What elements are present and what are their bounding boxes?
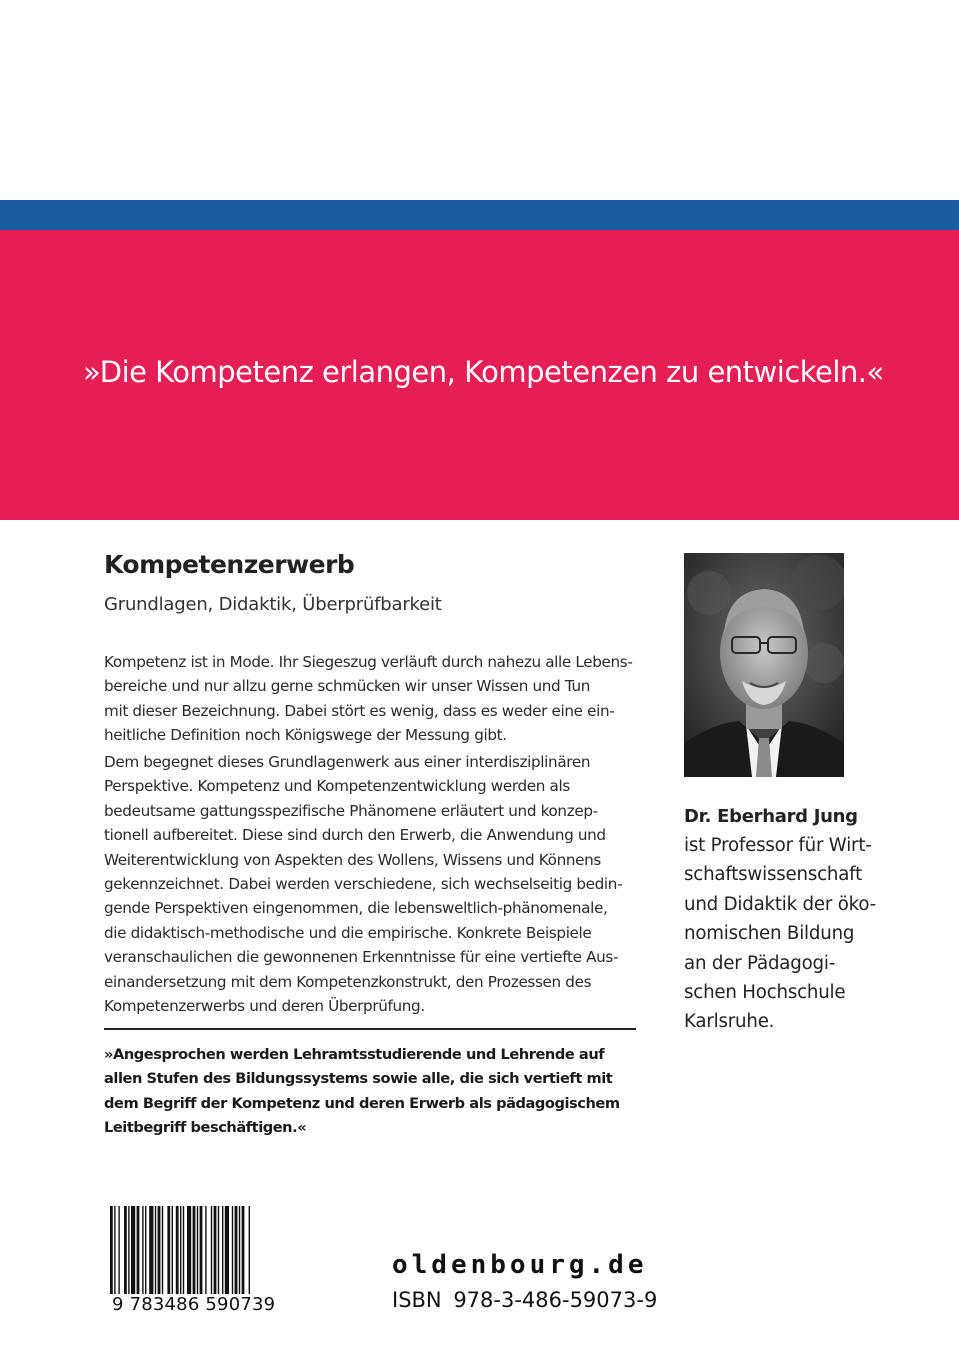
- barcode-bar: [242, 1206, 245, 1294]
- barcode-bar: [211, 1206, 212, 1294]
- barcode-bar: [214, 1206, 217, 1294]
- barcode-bar: [114, 1206, 115, 1294]
- barcode-bar: [225, 1206, 229, 1294]
- book-subtitle: Grundlagen, Didaktik, Überprüfbarkeit: [104, 594, 442, 615]
- description-paragraph-2: [104, 750, 664, 1018]
- barcode-bar: [142, 1206, 143, 1294]
- barcode-bar: [197, 1206, 198, 1294]
- barcode-bar: [193, 1206, 196, 1294]
- barcode-bar: [118, 1206, 119, 1294]
- book-title: Kompetenzerwerb: [104, 550, 355, 579]
- text-line: bedeutsame gattungsspezifische Phänomene erläutert und konzep-: [104, 801, 598, 820]
- description-paragraph-1: [104, 650, 664, 748]
- text-line: schaftswissenschaft: [684, 864, 862, 886]
- author-photo: [684, 553, 844, 777]
- barcode-bar: [137, 1206, 140, 1294]
- text-line: »Angesprochen werden Lehramtsstudierende und Lehrende auf: [104, 1046, 605, 1063]
- text-line: Perspektive. Kompetenz und Kompetenzentwicklung werden als: [104, 777, 570, 796]
- text-line: nomischen Bildung: [684, 923, 855, 945]
- barcode-bar: [218, 1206, 219, 1294]
- barcode-bar: [180, 1206, 181, 1294]
- barcode-bar: [128, 1206, 129, 1294]
- text-line: Kompetenzerwerbs und deren Überprüfung.: [104, 997, 425, 1016]
- text-line: veranschaulichen die gewonnenen Erkenntnisse für eine vertiefte Aus-: [104, 948, 619, 967]
- barcode-bar: [239, 1206, 240, 1294]
- isbn: ISBN 978-3-486-59073-9: [392, 1288, 658, 1312]
- barcode-digits: 9 783486 590739: [112, 1294, 276, 1315]
- text-line: Karlsruhe.: [684, 1011, 775, 1033]
- text-line: heitliche Definition noch Königswege der Messung gibt.: [104, 726, 507, 745]
- header-quote: »Die Kompetenz erlangen, Kompetenzen zu entwickeln.«: [83, 355, 884, 389]
- barcode-bar: [131, 1206, 135, 1294]
- text-line: die didaktisch-methodische und die empirische. Konkrete Beispiele: [104, 923, 592, 942]
- barcode-bar: [176, 1206, 179, 1294]
- barcode-bar: [183, 1206, 184, 1294]
- text-line: und Didaktik der öko-: [684, 893, 876, 915]
- barcode-bar: [222, 1206, 223, 1294]
- text-line: mit dieser Bezeichnung. Dabei stört es wenig, dass es weder eine ein-: [104, 701, 615, 720]
- text-line: Weiterentwicklung von Aspekten des Wollens, Wissens und Könnens: [104, 850, 601, 869]
- text-line: bereiche und nur allzu gerne schmücken wir unser Wissen und Tun: [104, 677, 590, 696]
- text-line: Dem begegnet dieses Grundlagenwerk aus einer interdisziplinären: [104, 753, 591, 771]
- barcode-bar: [110, 1206, 113, 1294]
- barcode: [110, 1206, 288, 1294]
- text-line: an der Pädagogi-: [684, 952, 836, 974]
- text-line: gekennzeichnet. Dabei werden verschiedene, sich wechselseitig bedin-: [104, 875, 623, 894]
- barcode-bar: [187, 1206, 191, 1294]
- text-line: tionell aufbereitet. Diese sind durch den Erwerb, die Anwendung und: [104, 826, 606, 845]
- barcode-bar: [205, 1206, 206, 1294]
- blue-stripe: [0, 200, 959, 230]
- barcode-bar: [232, 1206, 233, 1294]
- barcode-bar: [145, 1206, 146, 1294]
- barcode-bar: [155, 1206, 156, 1294]
- barcode-bar: [149, 1206, 153, 1294]
- audience-quote: [104, 1043, 664, 1141]
- barcode-bar: [158, 1206, 161, 1294]
- text-line: ist Professor für Wirt-: [684, 835, 872, 856]
- barcode-bar: [200, 1206, 203, 1294]
- author-name: Dr. Eberhard Jung: [684, 806, 858, 827]
- barcode-bar: [167, 1206, 170, 1294]
- barcode-bar: [172, 1206, 173, 1294]
- text-line: einandersetzung mit dem Kompetenzkonstrukt, den Prozessen des: [104, 972, 592, 991]
- text-line: Leitbegriff beschäftigen.«: [104, 1119, 307, 1137]
- text-line: dem Begriff der Kompetenz und deren Erwerb als pädagogischem: [104, 1094, 620, 1112]
- text-line: Kompetenz ist in Mode. Ihr Siegeszug verläuft durch nahezu alle Lebens-: [104, 653, 633, 671]
- barcode-bar: [235, 1206, 238, 1294]
- publisher-website[interactable]: oldenbourg.de: [392, 1250, 648, 1280]
- barcode-bar: [249, 1206, 250, 1294]
- text-line: schen Hochschule: [684, 982, 846, 1004]
- text-line: allen Stufen des Bildungssystems sowie alle, die sich vertieft mit: [104, 1070, 613, 1088]
- text-line: gende Perspektiven eingenommen, die lebensweltlich-phänomenale,: [104, 899, 608, 918]
- divider: [104, 1028, 636, 1030]
- barcode-bar: [162, 1206, 163, 1294]
- author-bio: [684, 831, 924, 1037]
- barcode-bar: [124, 1206, 127, 1294]
